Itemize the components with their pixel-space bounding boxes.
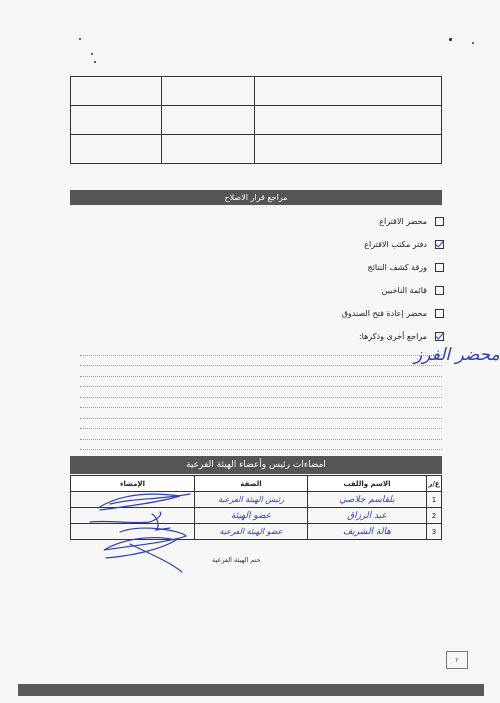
checkbox[interactable] bbox=[435, 263, 444, 272]
checklist-label: قائمة الناخبين bbox=[381, 286, 427, 295]
section-references-title: مراجع قرار الاصلاح bbox=[224, 193, 288, 202]
checkbox[interactable] bbox=[435, 286, 444, 295]
checkbox[interactable] bbox=[435, 309, 444, 318]
scan-speck bbox=[79, 38, 81, 40]
scan-speck bbox=[94, 61, 96, 63]
row-num: 1 bbox=[427, 492, 442, 508]
signature-scribbles bbox=[90, 484, 210, 574]
scan-speck bbox=[472, 42, 474, 44]
member-role: رئيس الهيئة الفرعية bbox=[195, 492, 308, 508]
checklist-item-voter-list[interactable] bbox=[244, 279, 444, 302]
page-number-text: ٢ bbox=[455, 656, 459, 664]
stamp-label: ختم الهيئة الفرعية bbox=[212, 556, 261, 564]
handwritten-note bbox=[316, 338, 500, 370]
checklist-item-results-sheet[interactable] bbox=[244, 256, 444, 279]
checklist-label: محضر إعادة فتح الصندوق bbox=[341, 309, 427, 318]
top-empty-table bbox=[70, 76, 442, 164]
checkbox-checked[interactable] bbox=[435, 240, 444, 249]
checklist-item-office-register[interactable] bbox=[244, 233, 444, 256]
checklist-item-ballot-minutes[interactable] bbox=[244, 210, 444, 233]
member-name: بلقاسم جلاصي bbox=[308, 492, 427, 508]
header-signature: الإمضاء bbox=[71, 476, 195, 492]
row-num: 2 bbox=[427, 508, 442, 524]
section-signatures-banner bbox=[70, 456, 442, 474]
references-checklist bbox=[244, 210, 444, 348]
checkbox[interactable] bbox=[435, 217, 444, 226]
bottom-bar bbox=[18, 684, 484, 696]
checklist-label: دفتر مكتب الاقتراع bbox=[364, 240, 427, 249]
scan-speck bbox=[91, 53, 93, 55]
member-role: عضو الهيئة bbox=[195, 508, 308, 524]
member-name: هالة الشريف bbox=[308, 524, 427, 540]
checkbox-checked[interactable] bbox=[435, 332, 444, 341]
checklist-label: ورقة كشف النتائج bbox=[367, 263, 427, 272]
row-num: 3 bbox=[427, 524, 442, 540]
header-role: الصفة bbox=[195, 476, 308, 492]
signature-stroke bbox=[90, 512, 170, 530]
member-role: عضو الهيئة الفرعية bbox=[195, 524, 308, 540]
checklist-label: مراجع أخرى وذكرها: bbox=[358, 332, 427, 341]
signature-stroke bbox=[104, 528, 186, 558]
header-num: ع/ر bbox=[427, 476, 442, 492]
page-number bbox=[446, 651, 468, 669]
member-name: عبد الرزاق bbox=[308, 508, 427, 524]
checklist-label: محضر الاقتراع bbox=[379, 217, 427, 226]
section-signatures-title: امضاءات رئيس وأعضاء الهيئة الفرعية bbox=[186, 460, 326, 470]
section-references-banner bbox=[70, 190, 442, 205]
handwritten-note-text: محضر الفرز bbox=[414, 345, 500, 365]
checklist-item-reopen-box[interactable] bbox=[244, 302, 444, 325]
scan-speck bbox=[449, 38, 452, 41]
header-name: الاسم واللقب bbox=[308, 476, 427, 492]
